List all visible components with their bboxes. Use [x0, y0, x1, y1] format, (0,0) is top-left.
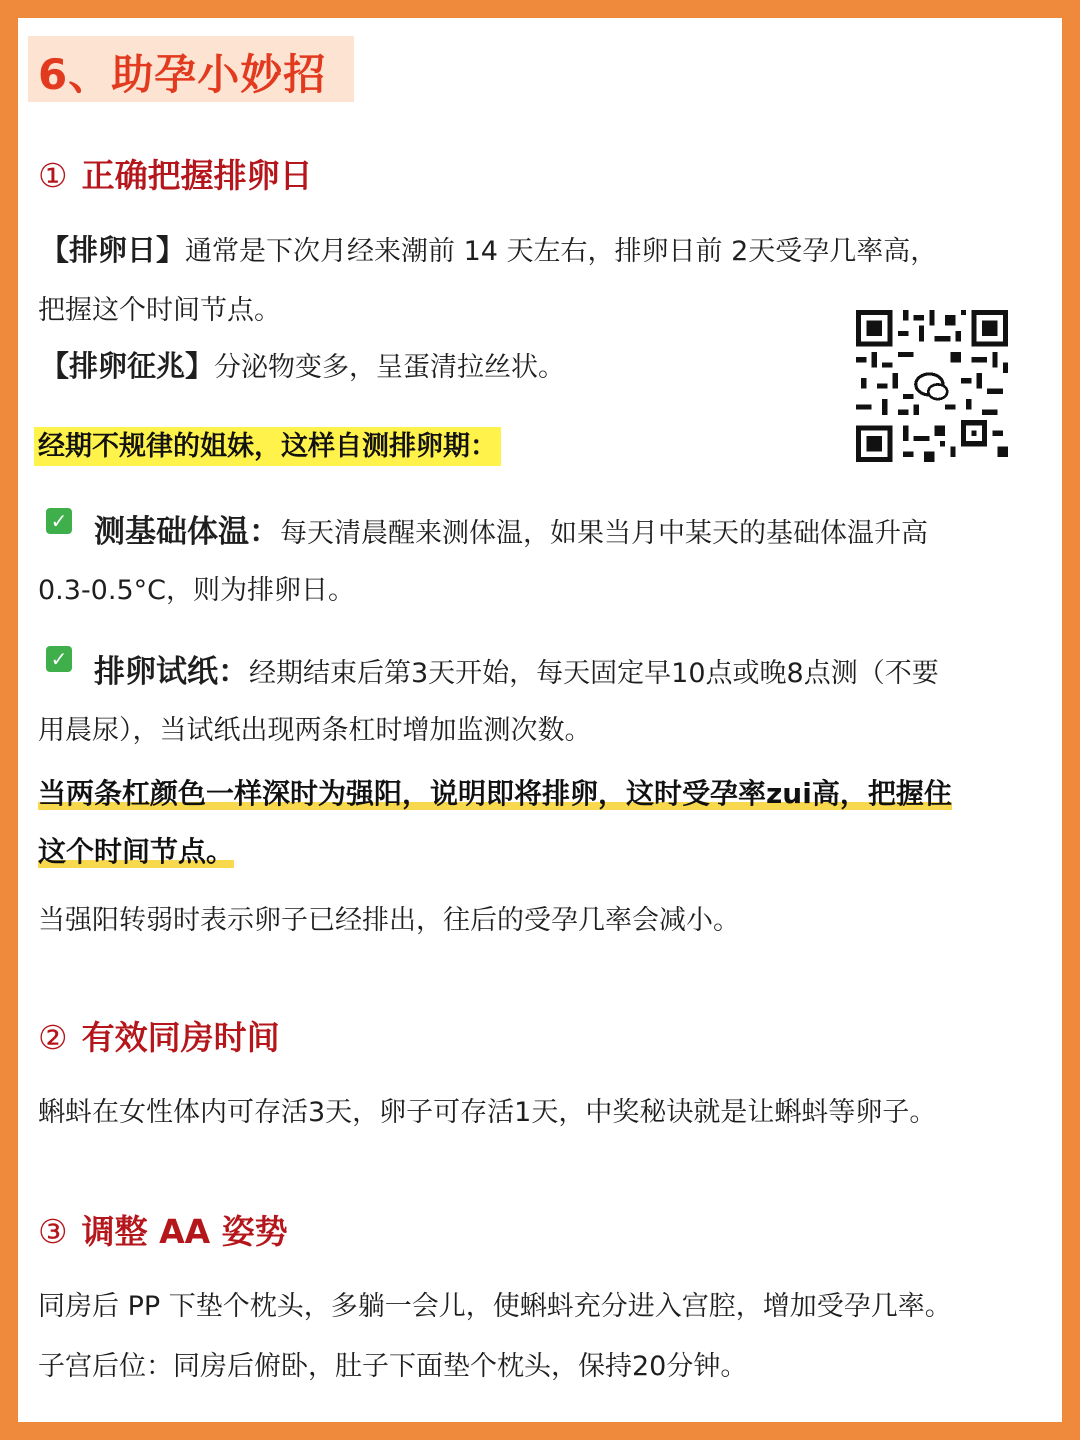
- page-title: 6、助孕小妙招: [38, 50, 327, 99]
- weak-positive-note: 当强阳转弱时表示卵子已经排出，往后的受孕几率会减小。: [38, 905, 740, 936]
- checkbox-checked-icon: ✓: [46, 646, 72, 672]
- test-strip-item-line: [94, 646, 939, 691]
- temperature-item-line: [94, 506, 928, 551]
- section2-title: 有效同房时间: [81, 1018, 280, 1057]
- section2-number: ②: [38, 1018, 68, 1057]
- temperature-item-label: 测基础体温：: [94, 514, 280, 550]
- section3-text-2: 子宫后位：同房后俯卧，肚子下面垫个枕头，保持20分钟。: [38, 1351, 748, 1382]
- section3-heading: [38, 1206, 288, 1253]
- ovulation-day-label: 【排卵日】: [40, 233, 186, 267]
- section1-title: 正确把握排卵日: [81, 156, 313, 195]
- content-card: [18, 18, 1062, 1422]
- signs-text: 分泌物变多，呈蛋清拉丝状。: [214, 352, 566, 383]
- test-strip-item-label: 排卵试纸：: [94, 654, 249, 690]
- section3-text-1: 同房后 PP 下垫个枕头，多躺一会儿，使蝌蚪充分进入宫腔，增加受孕几率。: [38, 1291, 952, 1322]
- section3-title: 调整 AA 姿势: [81, 1212, 288, 1251]
- qr-code: [856, 310, 1008, 462]
- temperature-item-text-2: 0.3-0.5°C，则为排卵日。: [38, 575, 355, 606]
- chat-bubble-icon: [914, 368, 951, 405]
- section3-number: ③: [38, 1212, 68, 1251]
- section1-heading: [38, 150, 313, 197]
- section2-text: 蝌蚪在女性体内可存活3天，卵子可存活1天，中奖秘诀就是让蝌蚪等卵子。: [38, 1097, 937, 1128]
- ovulation-day-line: [40, 228, 937, 269]
- section2-heading: [38, 1012, 280, 1059]
- temperature-item-text-1: 每天清晨醒来测体温，如果当月中某天的基础体温升高: [280, 518, 928, 549]
- test-strip-item-text-1: 经期结束后第3天开始，每天固定早10点或晚8点测（不要: [249, 658, 939, 689]
- test-strip-item-text-2: 用晨尿），当试纸出现两条杠时增加监测次数。: [38, 715, 592, 746]
- ovulation-day-text-2: 把握这个时间节点。: [38, 295, 281, 326]
- signs-label: 【排卵征兆】: [40, 349, 215, 383]
- signs-line: [40, 344, 565, 385]
- checkbox-checked-icon: ✓: [46, 508, 72, 534]
- ovulation-day-text-1: 通常是下次月经来潮前 14 天左右，排卵日前 2天受孕几率高，: [185, 236, 938, 267]
- section1-number: ①: [38, 156, 68, 195]
- irregular-note: [34, 424, 501, 463]
- strong-positive-note-1: 当两条杠颜色一样深时为强阳，说明即将排卵，这时受孕率zui高，把握住: [38, 777, 952, 810]
- irregular-note-text: 经期不规律的姐妹，这样自测排卵期：: [34, 427, 501, 466]
- strong-positive-note-2: 这个时间节点。: [38, 835, 235, 868]
